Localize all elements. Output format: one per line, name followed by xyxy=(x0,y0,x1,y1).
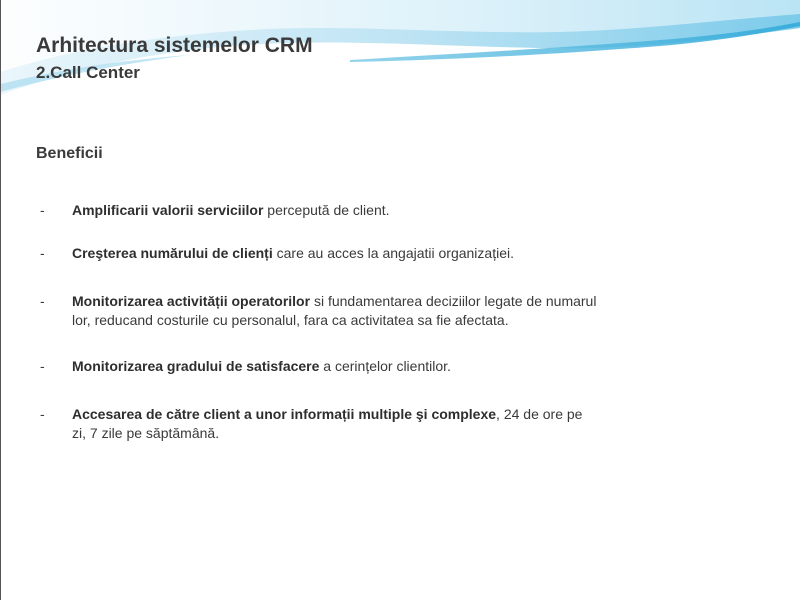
bullet-text xyxy=(72,201,600,220)
bullet-item xyxy=(40,292,600,330)
bullet-bold-text: Accesarea de către client a unor informații multiple şi complexe xyxy=(72,406,497,422)
bullet-bold-text: Monitorizarea activității operatorilor xyxy=(72,293,311,309)
bullet-item xyxy=(40,244,600,263)
section-heading: Beneficii xyxy=(36,145,103,162)
slide-title: Arhitectura sistemelor CRM xyxy=(36,34,313,57)
bullet-text xyxy=(72,405,600,443)
bullet-rest-text: , 24 de ore pe zi, 7 zile pe săptămână. xyxy=(72,406,583,441)
bullet-rest-text: a cerințelor clientilor. xyxy=(319,358,451,374)
bullet-dash: - xyxy=(40,406,45,422)
bullet-item xyxy=(40,405,600,443)
left-border xyxy=(0,0,1,600)
bullet-bold-text: Creşterea numărului de clienți xyxy=(72,245,273,261)
bullet-bold-text: Amplificarii valorii serviciilor xyxy=(72,202,264,218)
bullet-text xyxy=(72,244,600,263)
bullet-dash: - xyxy=(40,358,45,374)
bullet-bold-text: Monitorizarea gradului de satisfacere xyxy=(72,358,320,374)
bullet-rest-text: percepută de client. xyxy=(263,202,390,218)
bullet-rest-text: care au acces la angajatii organizației. xyxy=(272,245,514,261)
bullet-text xyxy=(72,292,600,330)
bullet-dash: - xyxy=(40,202,45,218)
bullet-rest-text: si fundamentarea deciziilor legate de numarul lor, reducand costurile cu personalul, fara ca activitatea sa fie afectata. xyxy=(72,293,597,328)
bullet-text xyxy=(72,357,600,376)
bullet-item xyxy=(40,201,600,220)
slide-subtitle: 2.Call Center xyxy=(36,63,140,82)
bullet-dash: - xyxy=(40,293,45,309)
bullet-item xyxy=(40,357,600,376)
bullet-dash: - xyxy=(40,245,45,261)
